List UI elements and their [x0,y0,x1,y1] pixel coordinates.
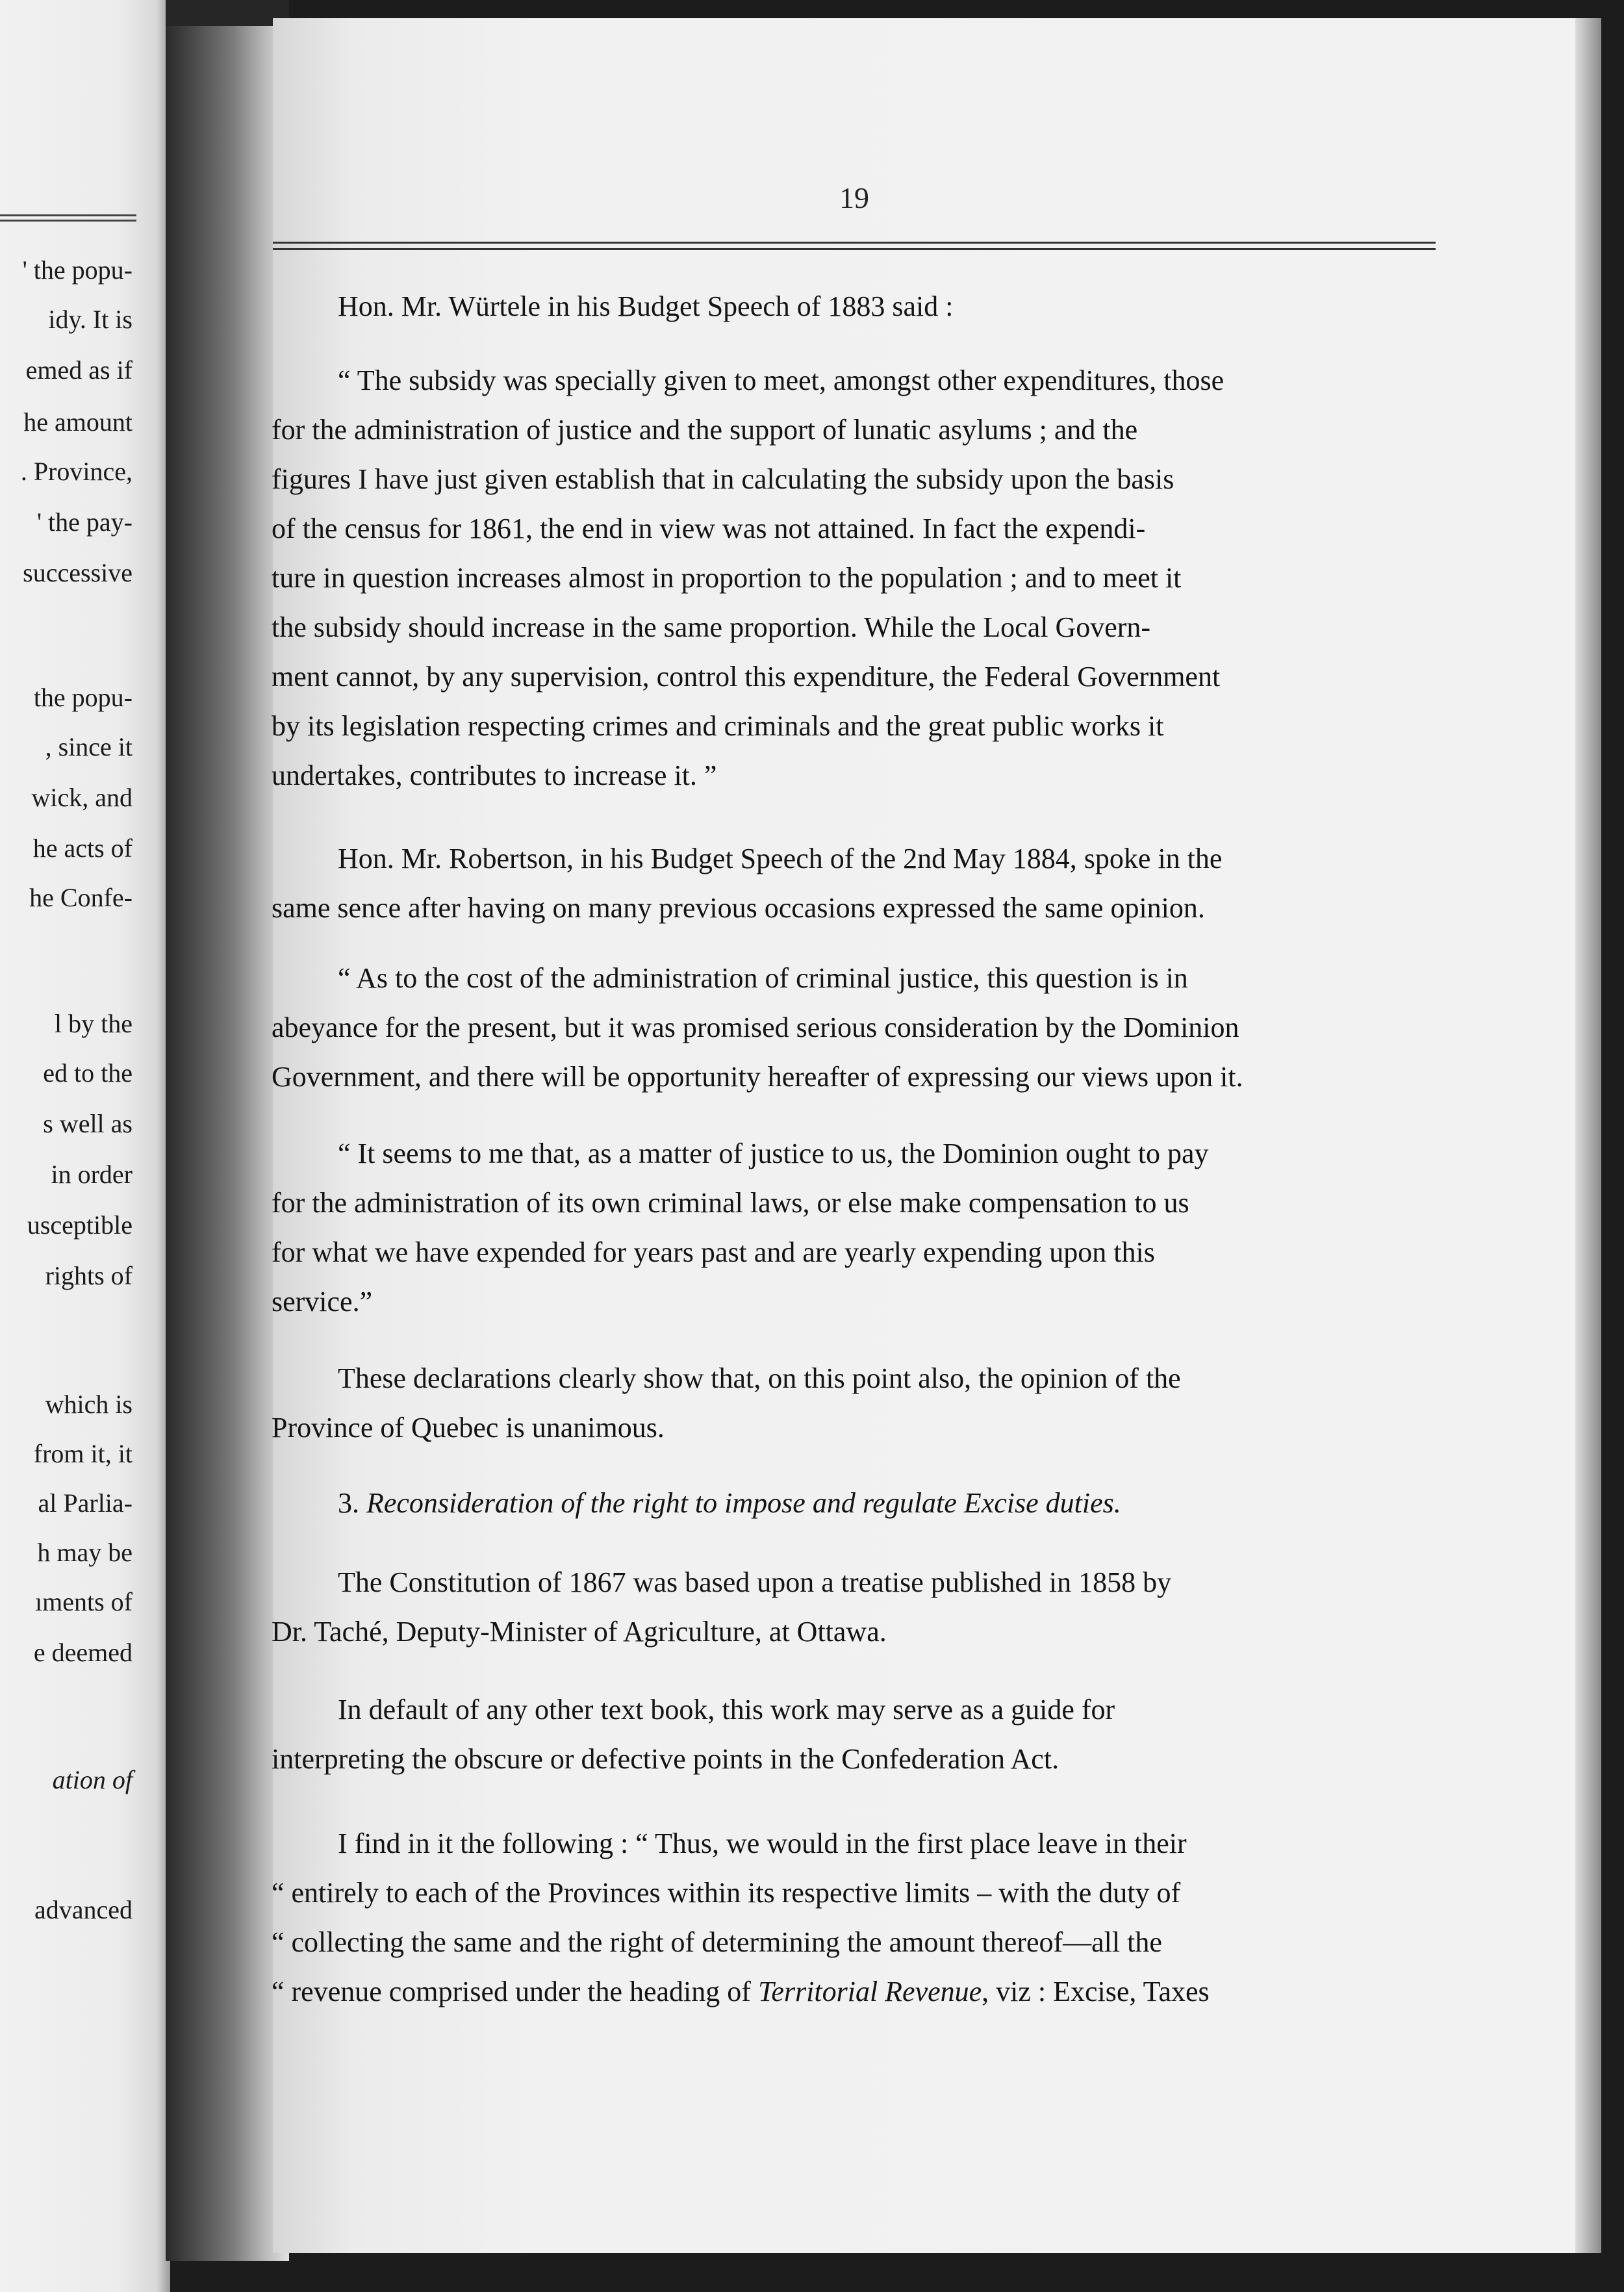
text-line: ment cannot, by any supervision, control this expenditure, the Federal Government [272,661,1221,693]
page-number: 19 [839,181,869,214]
section-heading [272,1479,1441,1528]
left-page-rule [0,214,136,216]
header-rule-top [273,242,1436,244]
quote-robertson-1 [272,954,1441,1102]
text-line: Government, and there will be opportunity hereafter of expressing our views upon it. [272,1061,1243,1093]
page-edge [1575,18,1601,2253]
text-line: by its legislation respecting crimes and criminals and the great public works it [272,710,1164,742]
text-line: for the administration of justice and the support of lunatic asylums ; and the [272,414,1138,446]
text-line: “ entirely to each of the Provinces within its respective limits – with the duty of [272,1877,1181,1909]
left-page-text-line: al Parlia- [38,1488,133,1518]
left-page-text-line: e deemed [33,1638,133,1667]
left-page-text-line: he Confe- [29,883,133,912]
left-page-text-line: l by the [55,1009,133,1038]
text-line [272,1967,1441,2017]
text-line: figures I have just given establish that in calculating the subsidy upon the basis [272,463,1174,495]
left-page-text-line: ed to the [43,1058,133,1088]
text-line: same sence after having on many previous occasions expressed the same opinion. [272,892,1205,924]
left-page-text-line: in order [51,1160,133,1189]
left-page-text-line: advanced [34,1895,133,1924]
paragraph-declarations [272,1354,1441,1453]
text-line: Hon. Mr. Würtele in his Budget Speech of 1883 said : [338,290,954,322]
paragraph-following-quote [272,1819,1441,2017]
text-line: for what we have expended for years past and are yearly expending upon this [272,1236,1155,1268]
paragraph-robertson-intro [272,834,1441,933]
left-page-text-line: usceptible [27,1210,133,1240]
left-page-text-line: idy. It is [48,305,133,334]
left-page-text-line: , since it [45,732,133,761]
left-page-rule [0,220,136,222]
text-line: “ collecting the same and the right of determining the amount thereof—all the [272,1926,1162,1958]
left-page-text-line: s well as [43,1109,133,1138]
text-line: Province of Quebec is unanimous. [272,1412,665,1444]
text-line: “ The subsidy was specially given to meet, amongst other expenditures, those [338,364,1224,396]
text-line: abeyance for the present, but it was promised serious consideration by the Dominion [272,1012,1239,1043]
text-line: “ As to the cost of the administration of criminal justice, this question is in [338,962,1188,994]
left-page-text-line: he amount [23,407,133,437]
header-rule-bottom [273,248,1436,250]
binding-gutter-shadow [166,26,289,2261]
left-page-text-line: ation of [52,1765,133,1794]
text-line: the subsidy should increase in the same proportion. While the Local Govern- [272,611,1151,643]
text-fragment: “ revenue comprised under the heading of [272,1976,758,2007]
left-page-text-line: ' the popu- [22,255,133,285]
left-page-text-line: he acts of [32,834,133,863]
text-line: interpreting the obscure or defective points in the Confederation Act. [272,1743,1059,1775]
text-fragment: , viz : Excise, Taxes [982,1976,1210,2007]
text-line: In default of any other text book, this work may serve as a guide for [338,1694,1115,1725]
quote-wurtele [272,356,1441,800]
paragraph-wurtele-intro [272,282,1441,331]
left-page-text-line: wick, and [31,783,133,812]
left-page-text-line: successive [23,558,133,587]
binding-gutter-top [166,0,289,26]
text-line: Hon. Mr. Robertson, in his Budget Speech of the 2nd May 1884, spoke in the [338,843,1223,874]
text-line: The Constitution of 1867 was based upon a treatise published in 1858 by [338,1566,1172,1598]
left-page-text-line: ıments of [35,1587,133,1616]
text-line: service.” [272,1286,373,1318]
territorial-revenue-italic: Territorial Revenue [757,1976,982,2007]
text-line: “ It seems to me that, as a matter of justice to us, the Dominion ought to pay [338,1138,1209,1169]
left-page-text-line: . Province, [20,457,133,486]
section-heading-title: Reconsideration of the right to impose and regulate Excise duties. [366,1487,1121,1519]
text-line: These declarations clearly show that, on this point also, the opinion of the [338,1362,1181,1394]
text-line: undertakes, contributes to increase it. ” [272,759,717,791]
text-line [272,1479,1441,1528]
text-line: for the administration of its own criminal laws, or else make compensation to us [272,1187,1189,1219]
left-page-text-line: which is [45,1390,133,1419]
text-line: of the census for 1861, the end in view was not attained. In fact the expendi- [272,513,1146,544]
quote-robertson-2 [272,1129,1441,1327]
left-page-text-line: the popu- [33,683,133,712]
left-page-text-line: h may be [37,1538,133,1567]
section-heading-number: 3. [338,1487,359,1519]
text-line: Dr. Taché, Deputy-Minister of Agriculture, at Ottawa. [272,1616,887,1648]
paragraph-constitution [272,1558,1441,1657]
paragraph-text-book [272,1685,1441,1784]
left-page-text-line: rights of [45,1261,133,1290]
left-facing-page [0,0,170,2292]
text-line: I find in it the following : “ Thus, we would in the first place leave in their [338,1827,1187,1859]
left-page-text-line: ' the pay- [36,507,133,537]
text-line: ture in question increases almost in proportion to the population ; and to meet it [272,562,1182,594]
left-page-text-line: from it, it [33,1439,133,1468]
left-page-text-line: emed as if [25,355,133,385]
